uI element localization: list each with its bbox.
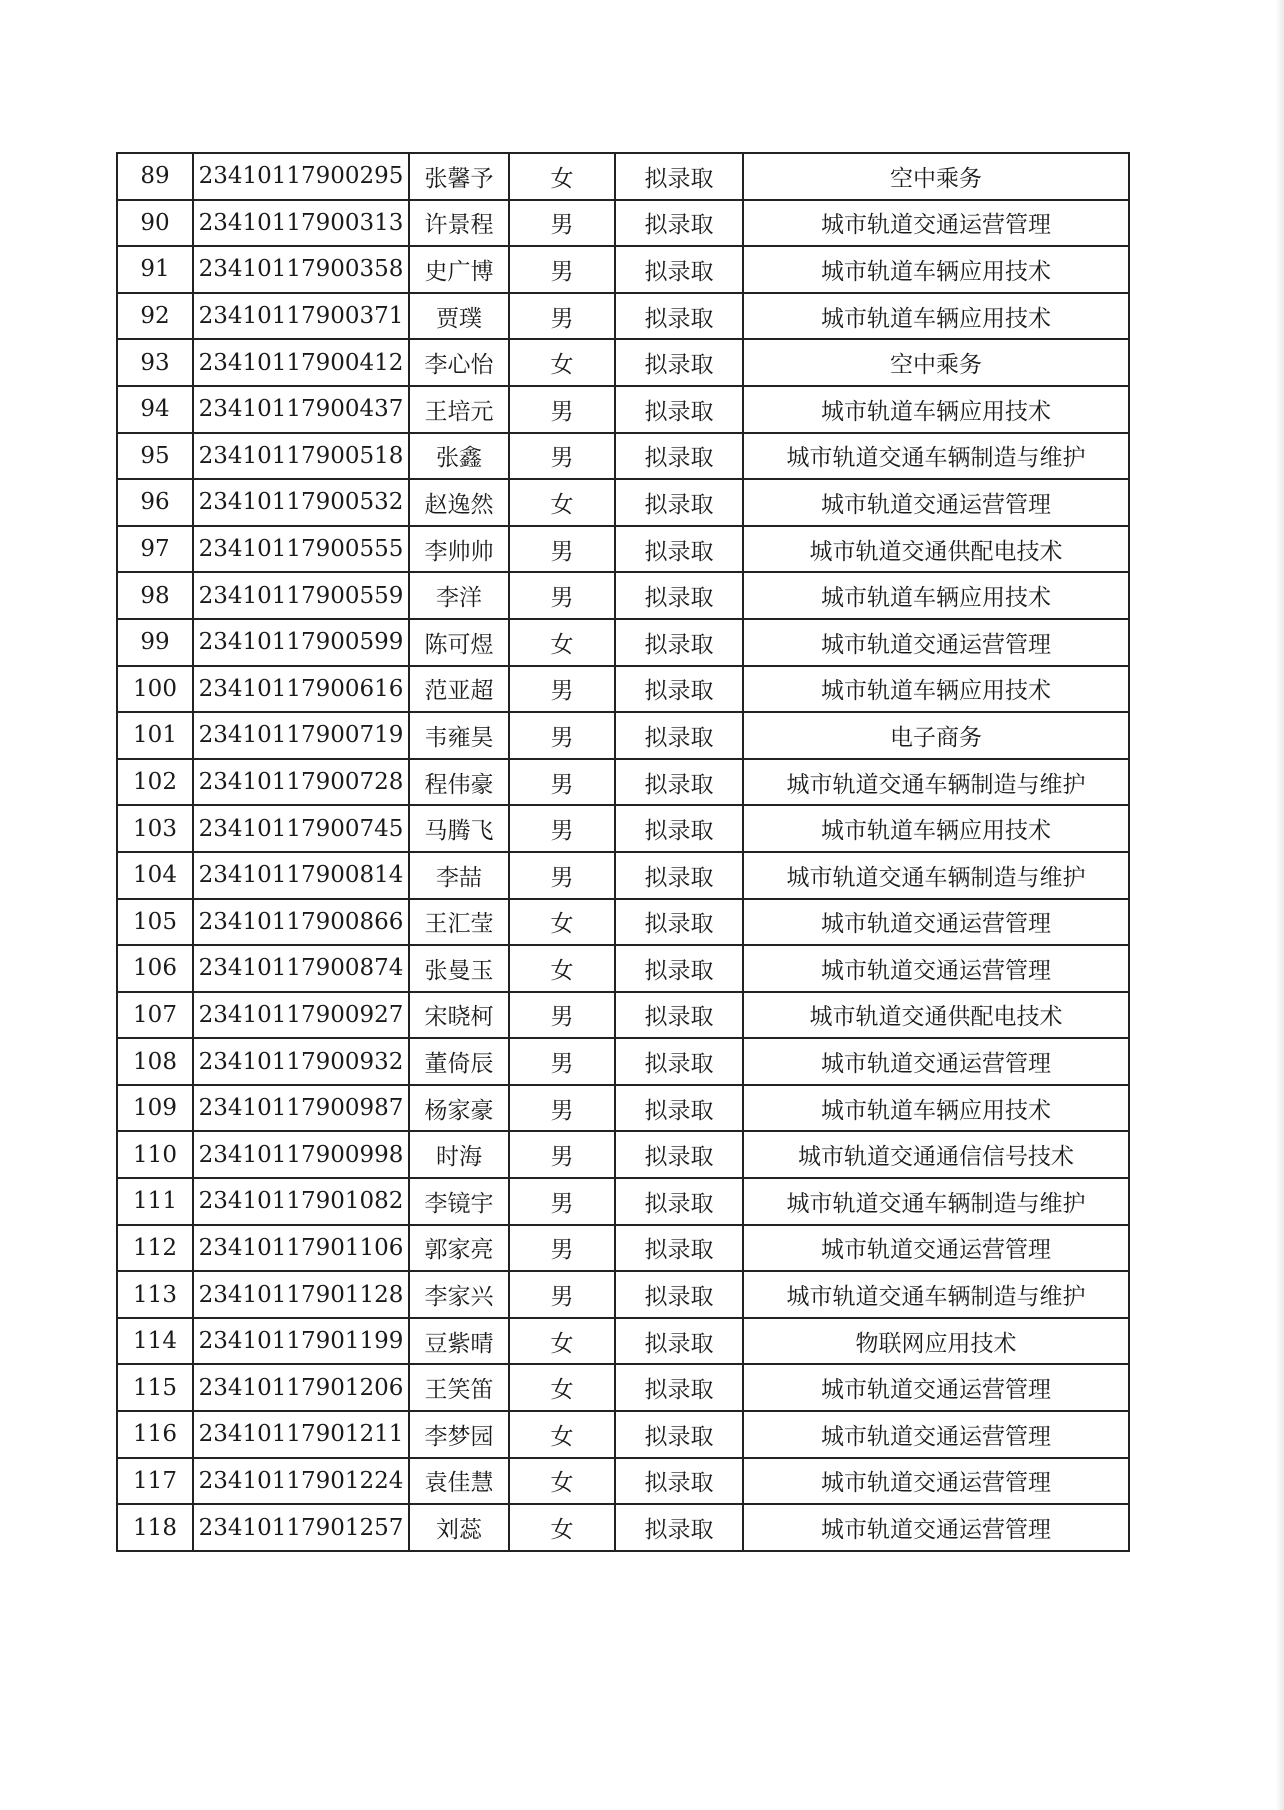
admission-status-cell: 拟录取 bbox=[615, 1178, 743, 1225]
table-row bbox=[117, 1318, 1129, 1365]
row-number-cell: 104 bbox=[117, 852, 193, 899]
major-cell: 城市轨道交通车辆制造与维护 bbox=[743, 759, 1129, 806]
student-name-cell: 李洋 bbox=[409, 572, 509, 619]
student-name-cell: 董倚辰 bbox=[409, 1038, 509, 1085]
gender-cell: 男 bbox=[509, 1271, 615, 1318]
candidate-id-cell: 23410117900295 bbox=[193, 153, 409, 200]
table-row bbox=[117, 1271, 1129, 1318]
student-name-cell: 李心怡 bbox=[409, 339, 509, 386]
major-cell: 物联网应用技术 bbox=[743, 1318, 1129, 1365]
admission-status-cell: 拟录取 bbox=[615, 712, 743, 759]
admission-status-cell: 拟录取 bbox=[615, 246, 743, 293]
row-number-cell: 112 bbox=[117, 1225, 193, 1272]
candidate-id-cell: 23410117900866 bbox=[193, 899, 409, 946]
admission-status-cell: 拟录取 bbox=[615, 153, 743, 200]
major-cell: 城市轨道车辆应用技术 bbox=[743, 386, 1129, 433]
major-cell: 城市轨道交通车辆制造与维护 bbox=[743, 1178, 1129, 1225]
gender-cell: 男 bbox=[509, 246, 615, 293]
row-number-cell: 91 bbox=[117, 246, 193, 293]
candidate-id-cell: 23410117901082 bbox=[193, 1178, 409, 1225]
major-cell: 城市轨道交通运营管理 bbox=[743, 1411, 1129, 1458]
row-number-cell: 99 bbox=[117, 619, 193, 666]
candidate-id-cell: 23410117901224 bbox=[193, 1458, 409, 1505]
gender-cell: 女 bbox=[509, 153, 615, 200]
student-name-cell: 马腾飞 bbox=[409, 805, 509, 852]
row-number-cell: 102 bbox=[117, 759, 193, 806]
row-number-cell: 94 bbox=[117, 386, 193, 433]
row-number-cell: 103 bbox=[117, 805, 193, 852]
table-row bbox=[117, 1225, 1129, 1272]
candidate-id-cell: 23410117900998 bbox=[193, 1131, 409, 1178]
table-row bbox=[117, 200, 1129, 247]
major-cell: 城市轨道车辆应用技术 bbox=[743, 293, 1129, 340]
admission-status-cell: 拟录取 bbox=[615, 899, 743, 946]
table-row bbox=[117, 1085, 1129, 1132]
table-row bbox=[117, 899, 1129, 946]
major-cell: 城市轨道交通运营管理 bbox=[743, 1458, 1129, 1505]
major-cell: 城市轨道车辆应用技术 bbox=[743, 1085, 1129, 1132]
gender-cell: 女 bbox=[509, 339, 615, 386]
table-row bbox=[117, 433, 1129, 480]
gender-cell: 女 bbox=[509, 945, 615, 992]
gender-cell: 女 bbox=[509, 899, 615, 946]
row-number-cell: 97 bbox=[117, 526, 193, 573]
major-cell: 城市轨道交通通信信号技术 bbox=[743, 1131, 1129, 1178]
student-name-cell: 袁佳慧 bbox=[409, 1458, 509, 1505]
candidate-id-cell: 23410117900412 bbox=[193, 339, 409, 386]
table-row bbox=[117, 992, 1129, 1039]
candidate-id-cell: 23410117900745 bbox=[193, 805, 409, 852]
gender-cell: 男 bbox=[509, 433, 615, 480]
candidate-id-cell: 23410117901128 bbox=[193, 1271, 409, 1318]
major-cell: 城市轨道交通运营管理 bbox=[743, 619, 1129, 666]
major-cell: 城市轨道交通运营管理 bbox=[743, 1225, 1129, 1272]
admission-status-cell: 拟录取 bbox=[615, 526, 743, 573]
candidate-id-cell: 23410117901199 bbox=[193, 1318, 409, 1365]
row-number-cell: 108 bbox=[117, 1038, 193, 1085]
candidate-id-cell: 23410117900616 bbox=[193, 666, 409, 713]
student-name-cell: 张曼玉 bbox=[409, 945, 509, 992]
student-name-cell: 张馨予 bbox=[409, 153, 509, 200]
gender-cell: 男 bbox=[509, 852, 615, 899]
row-number-cell: 116 bbox=[117, 1411, 193, 1458]
major-cell: 城市轨道交通供配电技术 bbox=[743, 526, 1129, 573]
student-name-cell: 杨家豪 bbox=[409, 1085, 509, 1132]
gender-cell: 女 bbox=[509, 1318, 615, 1365]
major-cell: 城市轨道交通供配电技术 bbox=[743, 992, 1129, 1039]
row-number-cell: 109 bbox=[117, 1085, 193, 1132]
admission-status-cell: 拟录取 bbox=[615, 479, 743, 526]
major-cell: 城市轨道交通运营管理 bbox=[743, 945, 1129, 992]
student-name-cell: 程伟豪 bbox=[409, 759, 509, 806]
admission-status-cell: 拟录取 bbox=[615, 339, 743, 386]
student-name-cell: 李帅帅 bbox=[409, 526, 509, 573]
admission-status-cell: 拟录取 bbox=[615, 1225, 743, 1272]
gender-cell: 男 bbox=[509, 666, 615, 713]
major-cell: 城市轨道交通运营管理 bbox=[743, 1504, 1129, 1551]
table-row bbox=[117, 246, 1129, 293]
gender-cell: 男 bbox=[509, 805, 615, 852]
student-name-cell: 郭家亮 bbox=[409, 1225, 509, 1272]
admission-status-cell: 拟录取 bbox=[615, 619, 743, 666]
gender-cell: 女 bbox=[509, 619, 615, 666]
candidate-id-cell: 23410117900719 bbox=[193, 712, 409, 759]
admission-status-cell: 拟录取 bbox=[615, 1271, 743, 1318]
student-name-cell: 豆紫晴 bbox=[409, 1318, 509, 1365]
candidate-id-cell: 23410117901206 bbox=[193, 1364, 409, 1411]
student-name-cell: 赵逸然 bbox=[409, 479, 509, 526]
table-row bbox=[117, 1178, 1129, 1225]
row-number-cell: 118 bbox=[117, 1504, 193, 1551]
gender-cell: 男 bbox=[509, 572, 615, 619]
row-number-cell: 106 bbox=[117, 945, 193, 992]
admission-status-cell: 拟录取 bbox=[615, 572, 743, 619]
admission-status-cell: 拟录取 bbox=[615, 805, 743, 852]
table-row bbox=[117, 619, 1129, 666]
table-row bbox=[117, 759, 1129, 806]
candidate-id-cell: 23410117901211 bbox=[193, 1411, 409, 1458]
candidate-id-cell: 23410117900599 bbox=[193, 619, 409, 666]
student-name-cell: 李梦园 bbox=[409, 1411, 509, 1458]
admission-status-cell: 拟录取 bbox=[615, 1038, 743, 1085]
admission-status-cell: 拟录取 bbox=[615, 1085, 743, 1132]
table-row bbox=[117, 479, 1129, 526]
admission-status-cell: 拟录取 bbox=[615, 852, 743, 899]
major-cell: 城市轨道交通运营管理 bbox=[743, 200, 1129, 247]
student-name-cell: 时海 bbox=[409, 1131, 509, 1178]
gender-cell: 女 bbox=[509, 479, 615, 526]
table-row bbox=[117, 666, 1129, 713]
major-cell: 电子商务 bbox=[743, 712, 1129, 759]
student-name-cell: 范亚超 bbox=[409, 666, 509, 713]
gender-cell: 男 bbox=[509, 1178, 615, 1225]
candidate-id-cell: 23410117900927 bbox=[193, 992, 409, 1039]
major-cell: 城市轨道交通运营管理 bbox=[743, 899, 1129, 946]
major-cell: 城市轨道车辆应用技术 bbox=[743, 666, 1129, 713]
admission-status-cell: 拟录取 bbox=[615, 386, 743, 433]
table-row bbox=[117, 526, 1129, 573]
row-number-cell: 113 bbox=[117, 1271, 193, 1318]
row-number-cell: 117 bbox=[117, 1458, 193, 1505]
row-number-cell: 92 bbox=[117, 293, 193, 340]
table-row bbox=[117, 1038, 1129, 1085]
major-cell: 城市轨道交通车辆制造与维护 bbox=[743, 1271, 1129, 1318]
student-name-cell: 李镜宇 bbox=[409, 1178, 509, 1225]
gender-cell: 男 bbox=[509, 293, 615, 340]
admission-status-cell: 拟录取 bbox=[615, 666, 743, 713]
row-number-cell: 93 bbox=[117, 339, 193, 386]
table-row bbox=[117, 1131, 1129, 1178]
major-cell: 城市轨道交通运营管理 bbox=[743, 479, 1129, 526]
admission-status-cell: 拟录取 bbox=[615, 1458, 743, 1505]
table-row bbox=[117, 1504, 1129, 1551]
candidate-id-cell: 23410117900532 bbox=[193, 479, 409, 526]
admission-status-cell: 拟录取 bbox=[615, 433, 743, 480]
gender-cell: 男 bbox=[509, 712, 615, 759]
candidate-id-cell: 23410117900555 bbox=[193, 526, 409, 573]
gender-cell: 男 bbox=[509, 526, 615, 573]
row-number-cell: 98 bbox=[117, 572, 193, 619]
student-name-cell: 史广博 bbox=[409, 246, 509, 293]
table-row bbox=[117, 1458, 1129, 1505]
candidate-id-cell: 23410117901257 bbox=[193, 1504, 409, 1551]
table-row bbox=[117, 293, 1129, 340]
student-name-cell: 韦雍昊 bbox=[409, 712, 509, 759]
gender-cell: 男 bbox=[509, 1131, 615, 1178]
major-cell: 城市轨道车辆应用技术 bbox=[743, 805, 1129, 852]
major-cell: 空中乘务 bbox=[743, 339, 1129, 386]
admission-status-cell: 拟录取 bbox=[615, 1318, 743, 1365]
gender-cell: 女 bbox=[509, 1364, 615, 1411]
gender-cell: 男 bbox=[509, 1225, 615, 1272]
gender-cell: 男 bbox=[509, 759, 615, 806]
row-number-cell: 105 bbox=[117, 899, 193, 946]
candidate-id-cell: 23410117900814 bbox=[193, 852, 409, 899]
candidate-id-cell: 23410117900518 bbox=[193, 433, 409, 480]
student-name-cell: 王笑笛 bbox=[409, 1364, 509, 1411]
row-number-cell: 100 bbox=[117, 666, 193, 713]
table-row bbox=[117, 945, 1129, 992]
student-name-cell: 张鑫 bbox=[409, 433, 509, 480]
row-number-cell: 115 bbox=[117, 1364, 193, 1411]
row-number-cell: 107 bbox=[117, 992, 193, 1039]
gender-cell: 男 bbox=[509, 386, 615, 433]
admission-status-cell: 拟录取 bbox=[615, 992, 743, 1039]
admission-status-cell: 拟录取 bbox=[615, 1364, 743, 1411]
admission-status-cell: 拟录取 bbox=[615, 293, 743, 340]
row-number-cell: 95 bbox=[117, 433, 193, 480]
candidate-id-cell: 23410117900728 bbox=[193, 759, 409, 806]
student-name-cell: 宋晓柯 bbox=[409, 992, 509, 1039]
student-name-cell: 贾璞 bbox=[409, 293, 509, 340]
table-row bbox=[117, 1411, 1129, 1458]
admission-table bbox=[116, 152, 1130, 1552]
admission-status-cell: 拟录取 bbox=[615, 1411, 743, 1458]
admission-table-body bbox=[117, 153, 1129, 1551]
gender-cell: 女 bbox=[509, 1504, 615, 1551]
candidate-id-cell: 23410117900874 bbox=[193, 945, 409, 992]
candidate-id-cell: 23410117900313 bbox=[193, 200, 409, 247]
gender-cell: 男 bbox=[509, 1085, 615, 1132]
student-name-cell: 许景程 bbox=[409, 200, 509, 247]
major-cell: 空中乘务 bbox=[743, 153, 1129, 200]
candidate-id-cell: 23410117900987 bbox=[193, 1085, 409, 1132]
row-number-cell: 111 bbox=[117, 1178, 193, 1225]
gender-cell: 女 bbox=[509, 1458, 615, 1505]
student-name-cell: 李家兴 bbox=[409, 1271, 509, 1318]
major-cell: 城市轨道交通车辆制造与维护 bbox=[743, 852, 1129, 899]
row-number-cell: 89 bbox=[117, 153, 193, 200]
major-cell: 城市轨道车辆应用技术 bbox=[743, 572, 1129, 619]
table-row bbox=[117, 805, 1129, 852]
row-number-cell: 101 bbox=[117, 712, 193, 759]
admission-status-cell: 拟录取 bbox=[615, 945, 743, 992]
table-row bbox=[117, 572, 1129, 619]
student-name-cell: 王培元 bbox=[409, 386, 509, 433]
row-number-cell: 110 bbox=[117, 1131, 193, 1178]
student-name-cell: 李喆 bbox=[409, 852, 509, 899]
table-row bbox=[117, 852, 1129, 899]
student-name-cell: 王汇莹 bbox=[409, 899, 509, 946]
major-cell: 城市轨道交通车辆制造与维护 bbox=[743, 433, 1129, 480]
gender-cell: 男 bbox=[509, 1038, 615, 1085]
gender-cell: 女 bbox=[509, 1411, 615, 1458]
row-number-cell: 96 bbox=[117, 479, 193, 526]
candidate-id-cell: 23410117900358 bbox=[193, 246, 409, 293]
student-name-cell: 刘蕊 bbox=[409, 1504, 509, 1551]
candidate-id-cell: 23410117900437 bbox=[193, 386, 409, 433]
student-name-cell: 陈可煜 bbox=[409, 619, 509, 666]
gender-cell: 男 bbox=[509, 200, 615, 247]
admission-status-cell: 拟录取 bbox=[615, 1504, 743, 1551]
table-row bbox=[117, 153, 1129, 200]
admission-status-cell: 拟录取 bbox=[615, 200, 743, 247]
row-number-cell: 90 bbox=[117, 200, 193, 247]
table-row bbox=[117, 386, 1129, 433]
major-cell: 城市轨道交通运营管理 bbox=[743, 1038, 1129, 1085]
major-cell: 城市轨道交通运营管理 bbox=[743, 1364, 1129, 1411]
candidate-id-cell: 23410117901106 bbox=[193, 1225, 409, 1272]
table-row bbox=[117, 1364, 1129, 1411]
gender-cell: 男 bbox=[509, 992, 615, 1039]
candidate-id-cell: 23410117900371 bbox=[193, 293, 409, 340]
row-number-cell: 114 bbox=[117, 1318, 193, 1365]
major-cell: 城市轨道车辆应用技术 bbox=[743, 246, 1129, 293]
table-row bbox=[117, 339, 1129, 386]
admission-status-cell: 拟录取 bbox=[615, 1131, 743, 1178]
admission-status-cell: 拟录取 bbox=[615, 759, 743, 806]
candidate-id-cell: 23410117900932 bbox=[193, 1038, 409, 1085]
candidate-id-cell: 23410117900559 bbox=[193, 572, 409, 619]
page-edge-shadow bbox=[1276, 0, 1284, 1810]
table-row bbox=[117, 712, 1129, 759]
